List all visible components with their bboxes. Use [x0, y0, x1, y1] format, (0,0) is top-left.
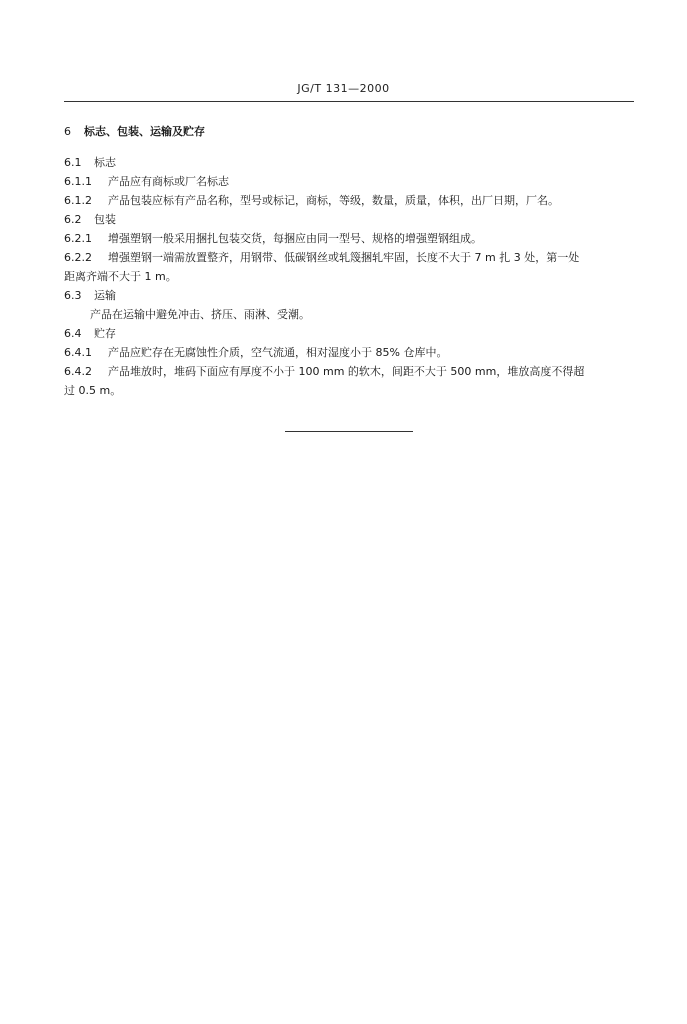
clause-6-1-1	[64, 172, 634, 191]
end-of-document-rule	[285, 431, 413, 432]
section-number: 6.2	[64, 213, 82, 226]
clause-text: 产品包装应标有产品名称，型号或标记，商标，等级，数量，质量，体积，出厂日期，厂名。	[108, 194, 559, 207]
section-6-heading	[64, 122, 634, 141]
clause-6-4-2-continuation	[64, 381, 634, 400]
section-6-3-body	[64, 305, 634, 324]
paragraph-text: 产品在运输中避免冲击、挤压、雨淋、受潮。	[90, 308, 310, 321]
standard-code-header: JG/T 131—2000	[297, 82, 390, 95]
section-number: 6.4	[64, 327, 82, 340]
clause-6-2-2	[64, 248, 634, 267]
clause-text: 增强塑钢一端需放置整齐，用钢带、低碳钢丝或轧篾捆轧牢固，长度不大于 7 m 扎 3 处，第一处	[108, 251, 580, 264]
clause-text: 产品应有商标或厂名标志	[108, 175, 229, 188]
clause-6-4-2	[64, 362, 634, 381]
section-number: 6.3	[64, 289, 82, 302]
header-rule	[64, 101, 634, 102]
section-title: 标志、包装、运输及贮存	[84, 125, 205, 138]
section-6-2-heading	[64, 210, 634, 229]
clause-number: 6.1.2	[64, 194, 92, 207]
section-title: 贮存	[94, 327, 116, 340]
clause-number: 6.2.1	[64, 232, 92, 245]
clause-number: 6.4.1	[64, 346, 92, 359]
clause-text: 距离齐端不大于 1 m。	[64, 270, 177, 283]
section-6-4-heading	[64, 324, 634, 343]
section-title: 标志	[94, 156, 116, 169]
clause-6-2-2-continuation	[64, 267, 634, 286]
clause-6-1-2	[64, 191, 634, 210]
clause-number: 6.4.2	[64, 365, 92, 378]
section-title: 包装	[94, 213, 116, 226]
clause-6-2-1	[64, 229, 634, 248]
section-number: 6	[64, 125, 71, 138]
section-6-3-heading	[64, 286, 634, 305]
clause-text: 产品应贮存在无腐蚀性介质，空气流通，相对湿度小于 85% 仓库中。	[108, 346, 448, 359]
section-6-1-heading	[64, 153, 634, 172]
section-title: 运输	[94, 289, 116, 302]
clause-number: 6.2.2	[64, 251, 92, 264]
clause-text: 增强塑钢一般采用捆扎包装交货，每捆应由同一型号、规格的增强塑钢组成。	[108, 232, 482, 245]
document-body	[64, 122, 634, 400]
section-number: 6.1	[64, 156, 82, 169]
clause-number: 6.1.1	[64, 175, 92, 188]
clause-text: 过 0.5 m。	[64, 384, 122, 397]
clause-text: 产品堆放时，堆码下面应有厚度不小于 100 mm 的软木，间距不大于 500 mm，堆放高度不得超	[108, 365, 585, 378]
clause-6-4-1	[64, 343, 634, 362]
